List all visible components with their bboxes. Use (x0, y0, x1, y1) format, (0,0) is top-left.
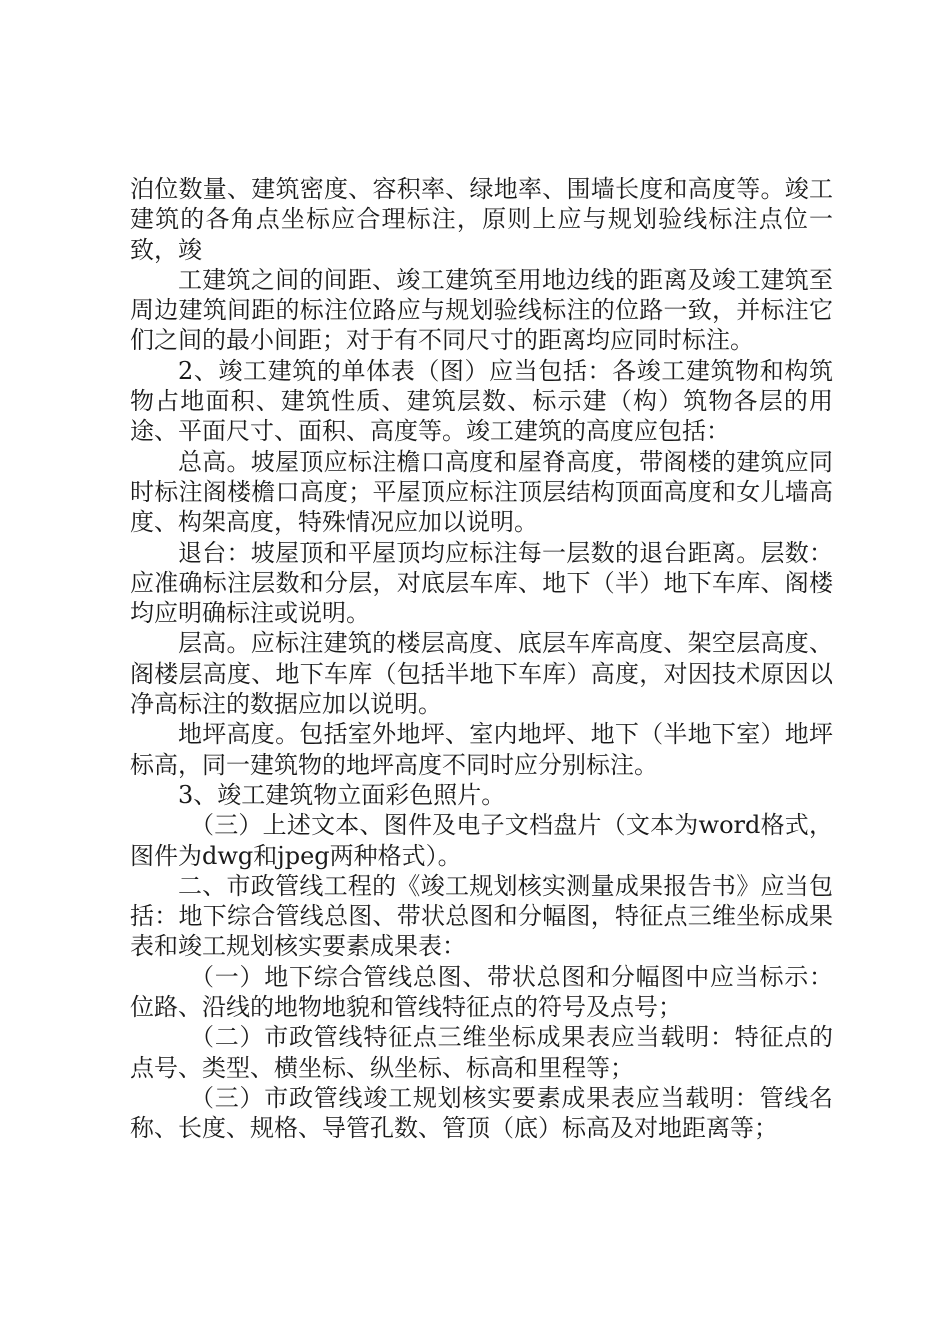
paragraph-9: （三）上述文本、图件及电子文档盘片（文本为word格式，图件为dwg和jpeg两种格式）。 (130, 811, 833, 870)
paragraph-13: （三）市政管线竣工规划核实要素成果表应当载明：管线名称、长度、规格、导管孔数、管顶（底）标高及对地距离等； (130, 1083, 833, 1143)
paragraph-11: （一）地下综合管线总图、带状总图和分幅图中应当标示：位路、沿线的地物地貌和管线特征点的符号及点号； (130, 962, 833, 1022)
paragraph-5: 退台：坡屋顶和平屋顶均应标注每一层数的退台距离。层数：应准确标注层数和分层，对底层车库、地下（半）地下车库、阁楼均应明确标注或说明。 (130, 538, 833, 628)
paragraph-3: 2、竣工建筑的单体表（图）应当包括：各竣工建筑物和构筑物占地面积、建筑性质、建筑层数、标示建（构）筑物各层的用途、平面尺寸、面积、高度等。竣工建筑的高度应包括： (130, 356, 833, 446)
paragraph-12: （二）市政管线特征点三维坐标成果表应当载明：特征点的点号、类型、横坐标、纵坐标、标高和里程等； (130, 1023, 833, 1082)
paragraph-6: 层高。应标注建筑的楼层高度、底层车库高度、架空层高度、阁楼层高度、地下车库（包括半地下车库）高度，对因技术原因以净高标注的数据应加以说明。 (130, 629, 833, 719)
paragraph-8: 3、竣工建筑物立面彩色照片。 (178, 780, 506, 809)
paragraph-1: 泊位数量、建筑密度、容积率、绿地率、围墙长度和高度等。竣工建筑的各角点坐标应合理标注，原则上应与规划验线标注点位一致，竣 (130, 175, 833, 264)
document-page (130, 174, 833, 1144)
paragraph-7: 地坪高度。包括室外地坪、室内地坪、地下（半地下室）地坪标高，同一建筑物的地坪高度不同时应分别标注。 (130, 720, 833, 779)
paragraph-2: 工建筑之间的间距、竣工建筑至用地边线的距离及竣工建筑至周边建筑间距的标注位路应与规划验线标注的位路一致，并标注它们之间的最小间距；对于有不同尺寸的距离均应同时标注。 (130, 265, 833, 355)
paragraph-10: 二、市政管线工程的《竣工规划核实测量成果报告书》应当包括：地下综合管线总图、带状总图和分幅图，特征点三维坐标成果表和竣工规划核实要素成果表： (130, 871, 833, 961)
paragraph-4: 总高。坡屋顶应标注檐口高度和屋脊高度，带阁楼的建筑应同时标注阁楼檐口高度；平屋顶应标注顶层结构顶面高度和女儿墙高度、构架高度，特殊情况应加以说明。 (130, 447, 833, 537)
